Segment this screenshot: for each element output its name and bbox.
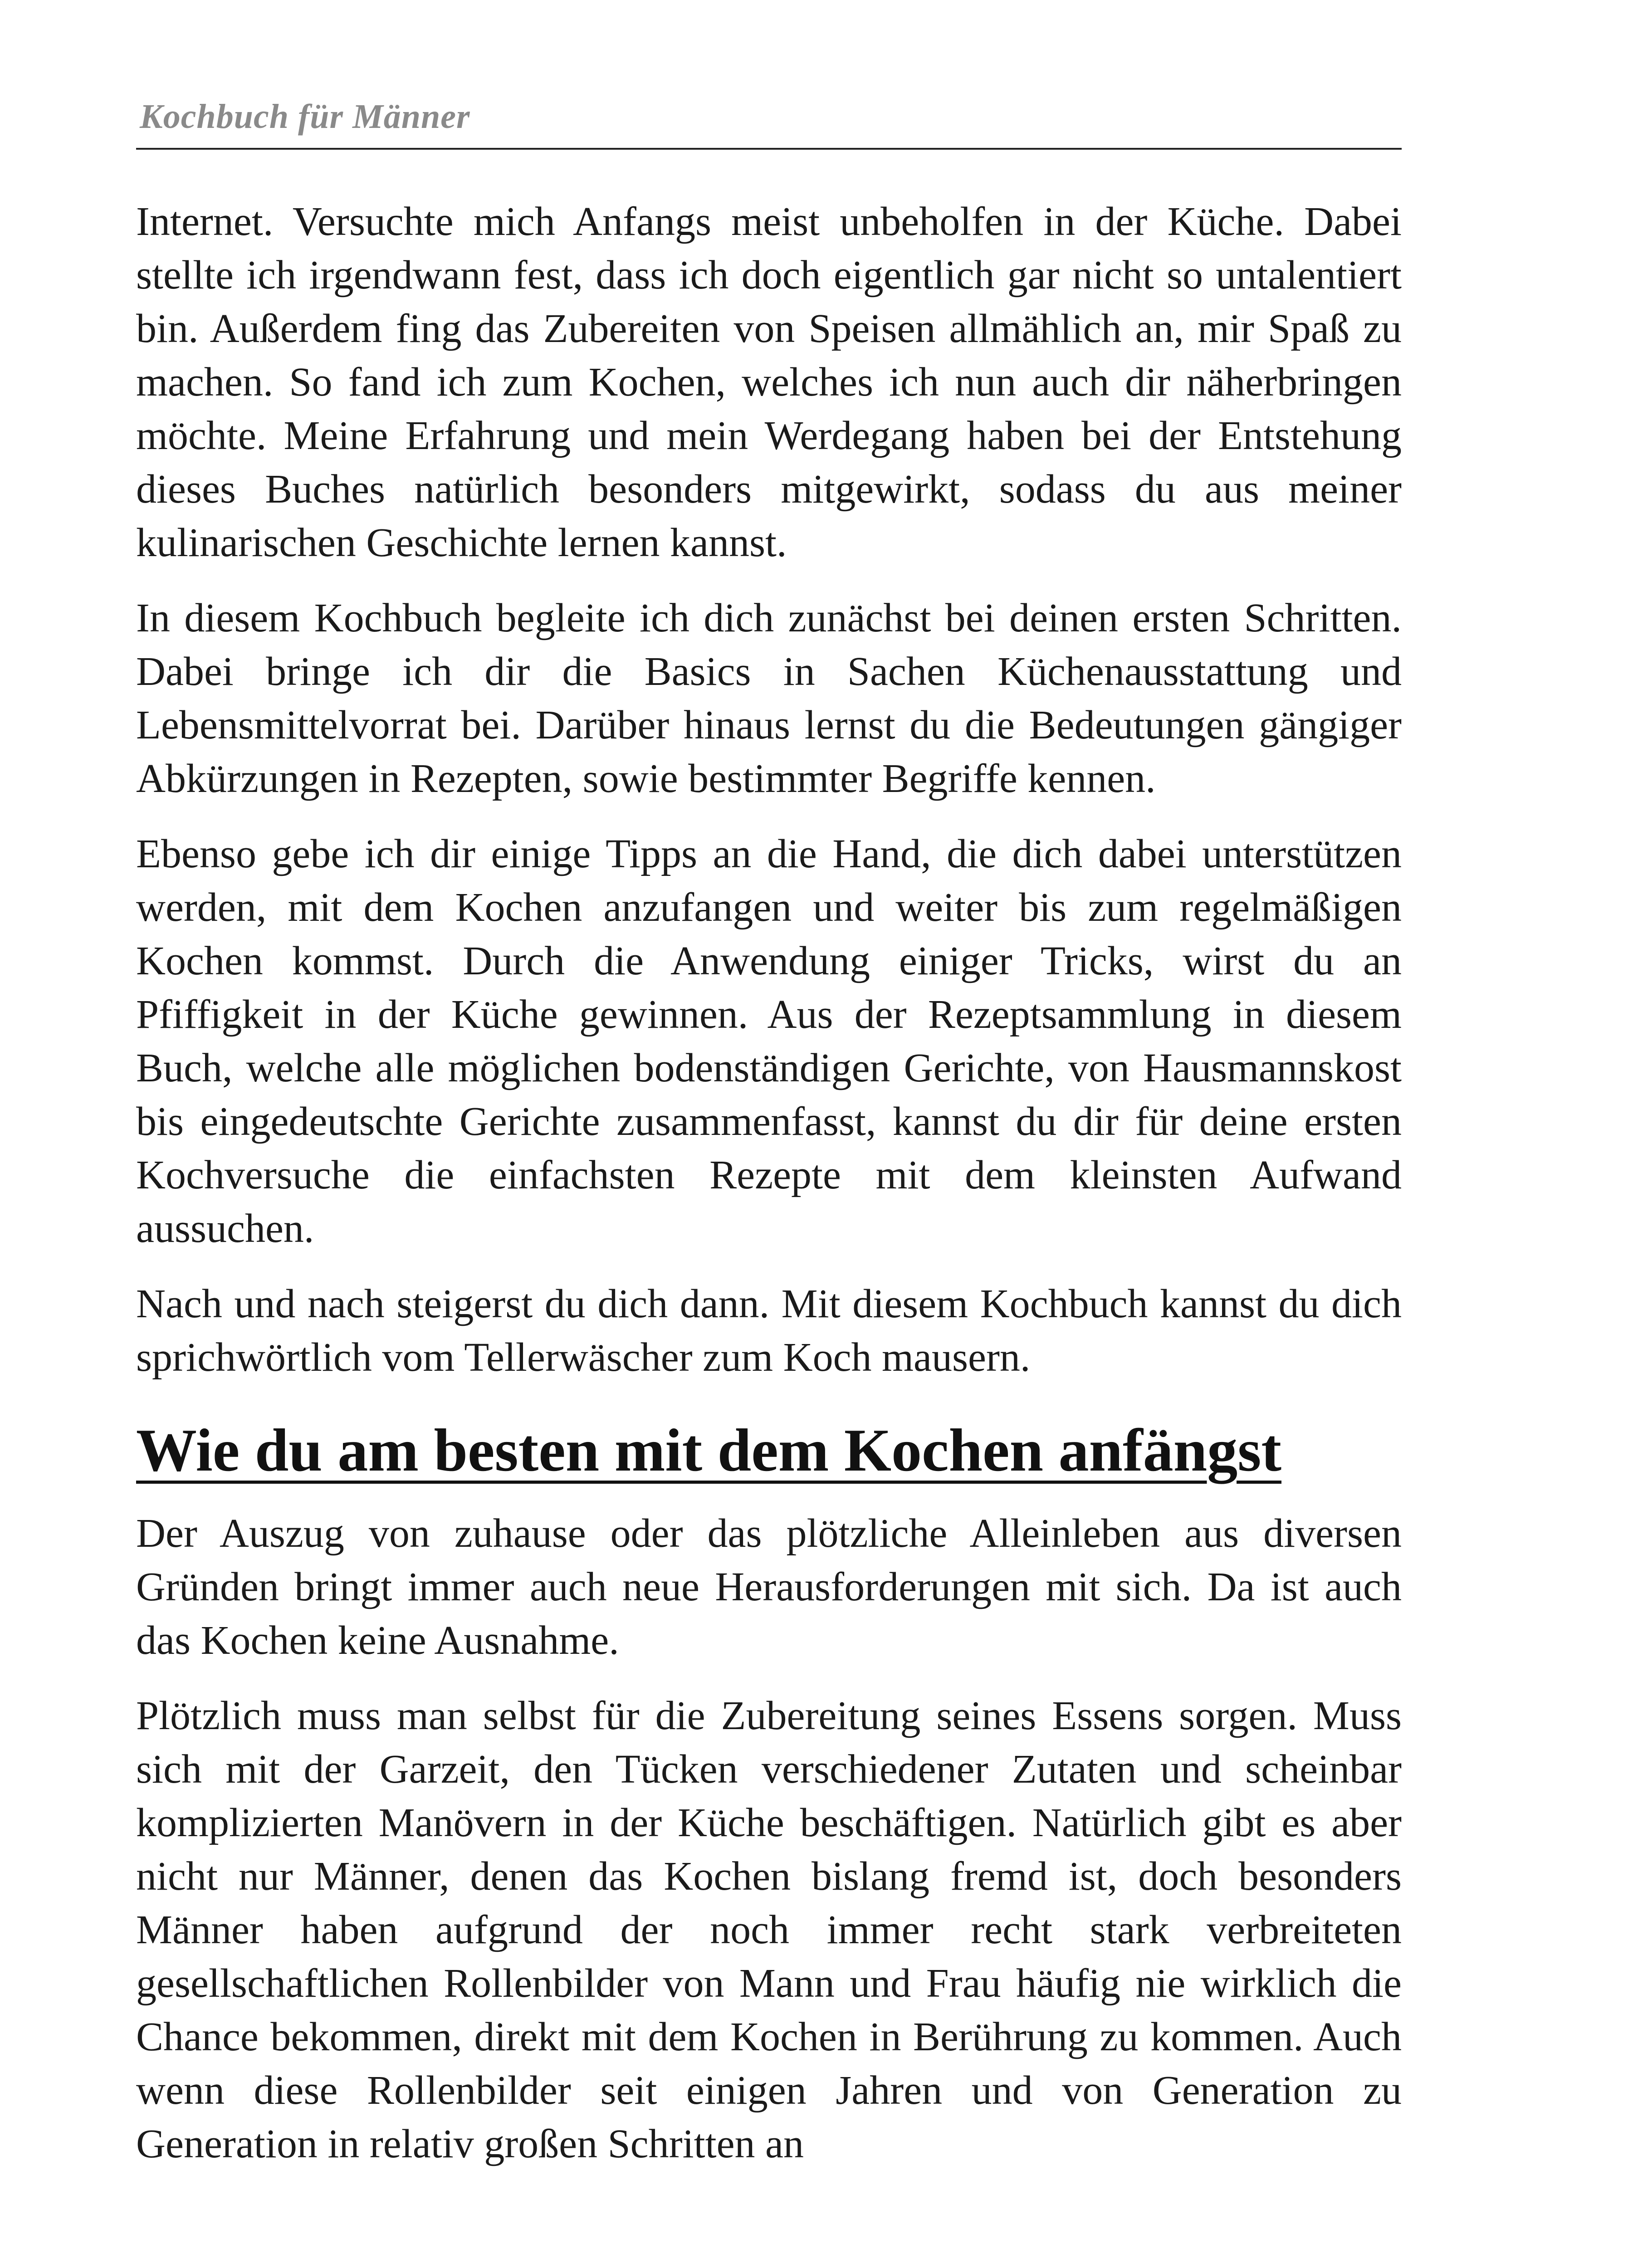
running-header: [136, 91, 1402, 150]
paragraph-internet: Internet. Versuchte mich Anfangs meist unbeholfen in der Küche. Dabei stellte ich irgendwann fest, dass ich doch eigentlich gar nicht so untalentiert bin. Außerdem fing das Zubereiten von Speisen allmählich an, mir Spaß zu machen. So fand ich zum Kochen, welches ich nun auch dir näherbringen möchte. Meine Erfahrung und mein Werdegang haben bei der Entstehung dieses Buches natürlich besonders mitgewirkt, sodass du aus meiner kulinarischen Geschichte lernen kannst.: [136, 199, 1402, 565]
paragraph-first-steps: In diesem Kochbuch begleite ich dich zunächst bei deinen ersten Schritten. Dabei bringe ich dir die Basics in Sachen Küchenausstattung und Lebensmittelvorrat bei. Darüber hinaus lernst du die Bedeutungen gängiger Abkürzungen in Rezepten, sowie bestimmter Begriffe kennen.: [136, 596, 1402, 801]
paragraph-tips: Ebenso gebe ich dir einige Tipps an die Hand, die dich dabei unterstützen werden, mit dem Kochen anzufangen und weiter bis zum regelmäßigen Kochen kommst. Durch die Anwendung einiger Tricks, wirst du an Pfiffigkeit in der Küche gewinnen. Aus der Rezeptsammlung in diesem Buch, welche alle möglichen bodenständigen Gerichte, von Hausmannskost bis eingedeutschte Gerichte zusammenfasst, kannst du dir für deine ersten Kochversuche die einfachsten Rezepte mit dem kleinsten Aufwand aussuchen.: [136, 831, 1402, 1251]
running-header-title: Kochbuch für Männer: [140, 98, 470, 136]
paragraph-progress: Nach und nach steigerst du dich dann. Mit diesem Kochbuch kannst du dich sprichwörtlich vom Tellerwäscher zum Koch mausern.: [136, 1281, 1402, 1380]
paragraph-suddenly: Plötzlich muss man selbst für die Zubereitung seines Essens sorgen. Muss sich mit der Garzeit, den Tücken verschiedener Zutaten und scheinbar komplizierten Manövern in der Küche beschäftigen. Natürlich gibt es aber nicht nur Männer, denen das Kochen bislang fremd ist, doch besonders Männer haben aufgrund der noch immer recht stark verbreiteten gesellschaftlichen Rollenbilder von Mann und Frau häufig nie wirklich die Chance bekommen, direkt mit dem Kochen in Berührung zu kommen. Auch wenn diese Rollenbilder seit einigen Jahren und von Generation zu Generation in relativ großen Schritten an: [136, 1693, 1402, 2166]
paragraph-moving-out: Der Auszug von zuhause oder das plötzliche Alleinleben aus diversen Gründen bringt immer auch neue Herausforderungen mit sich. Da ist auch das Kochen keine Ausnahme.: [136, 1511, 1402, 1663]
body-text: [136, 195, 1402, 2193]
section-heading: Wie du am besten mit dem Kochen anfängst: [136, 1417, 1281, 1484]
